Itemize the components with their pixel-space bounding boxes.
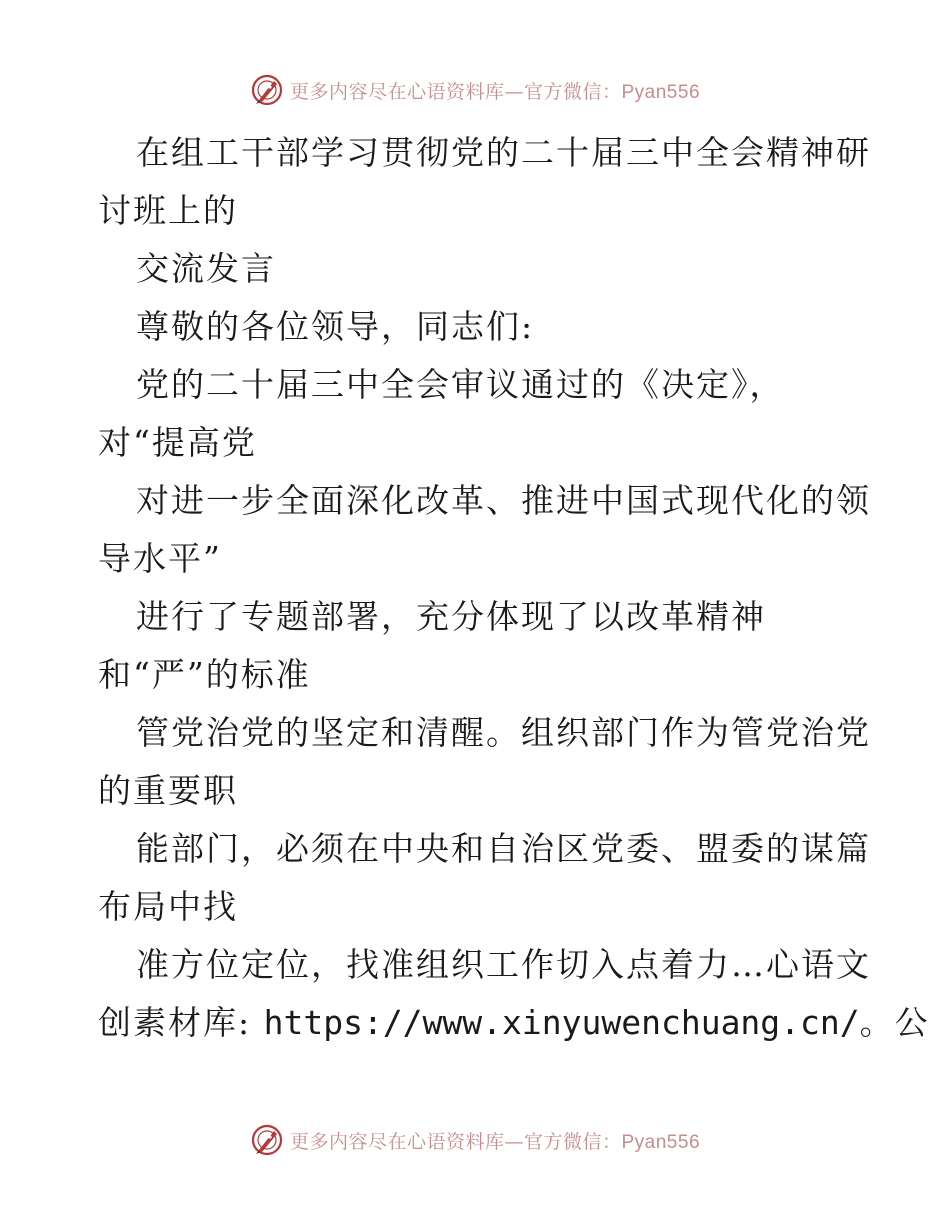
footer-watermark [0,1120,950,1160]
watermark-text: 更多内容尽在心语资料库—官方微信： [289,80,622,103]
text-line: 交流发言 [136,249,276,288]
header-watermark [0,70,950,110]
text-line: 和“严”的标准 [98,655,311,694]
text-line: 在组工干部学习贯彻党的二十届三中全会精神研 [136,133,871,172]
text-line: 布局中找 [98,887,238,926]
text-line: 尊敬的各位领导，同志们: [136,307,535,346]
text-line: 对“提高党 [98,423,257,462]
wechat-id: Pyan556 [621,1131,701,1153]
watermark-text: 更多内容尽在心语资料库—官方微信： [289,1130,622,1153]
url-prefix: 创素材库: [98,1003,264,1042]
text-line: 管党治党的坚定和清醒。组织部门作为管党治党 [136,713,871,752]
text-line: 导水平” [98,539,222,578]
text-line: 讨班上的 [98,191,238,230]
website-link[interactable]: https://www.xinyuwenchuang.cn/ [263,1003,860,1042]
text-line: 能部门，必须在中央和自治区党委、盟委的谋篇 [136,829,871,868]
pen-nib-logo-icon [250,1123,284,1157]
wechat-id: Pyan556 [621,81,701,103]
text-line: 的重要职 [98,771,238,810]
url-suffix: 。公 [859,1003,930,1042]
text-line: 党的二十届三中全会审议通过的《决定》， [136,365,785,404]
document-body [98,124,930,1052]
text-line-with-url [98,994,930,1052]
text-line: 进行了专题部署，充分体现了以改革精神 [136,597,766,636]
text-line: 准方位定位，找准组织工作切入点着力…心语文 [136,945,871,984]
pen-nib-logo-icon [250,73,284,107]
text-line: 对进一步全面深化改革、推进中国式现代化的领 [136,481,871,520]
